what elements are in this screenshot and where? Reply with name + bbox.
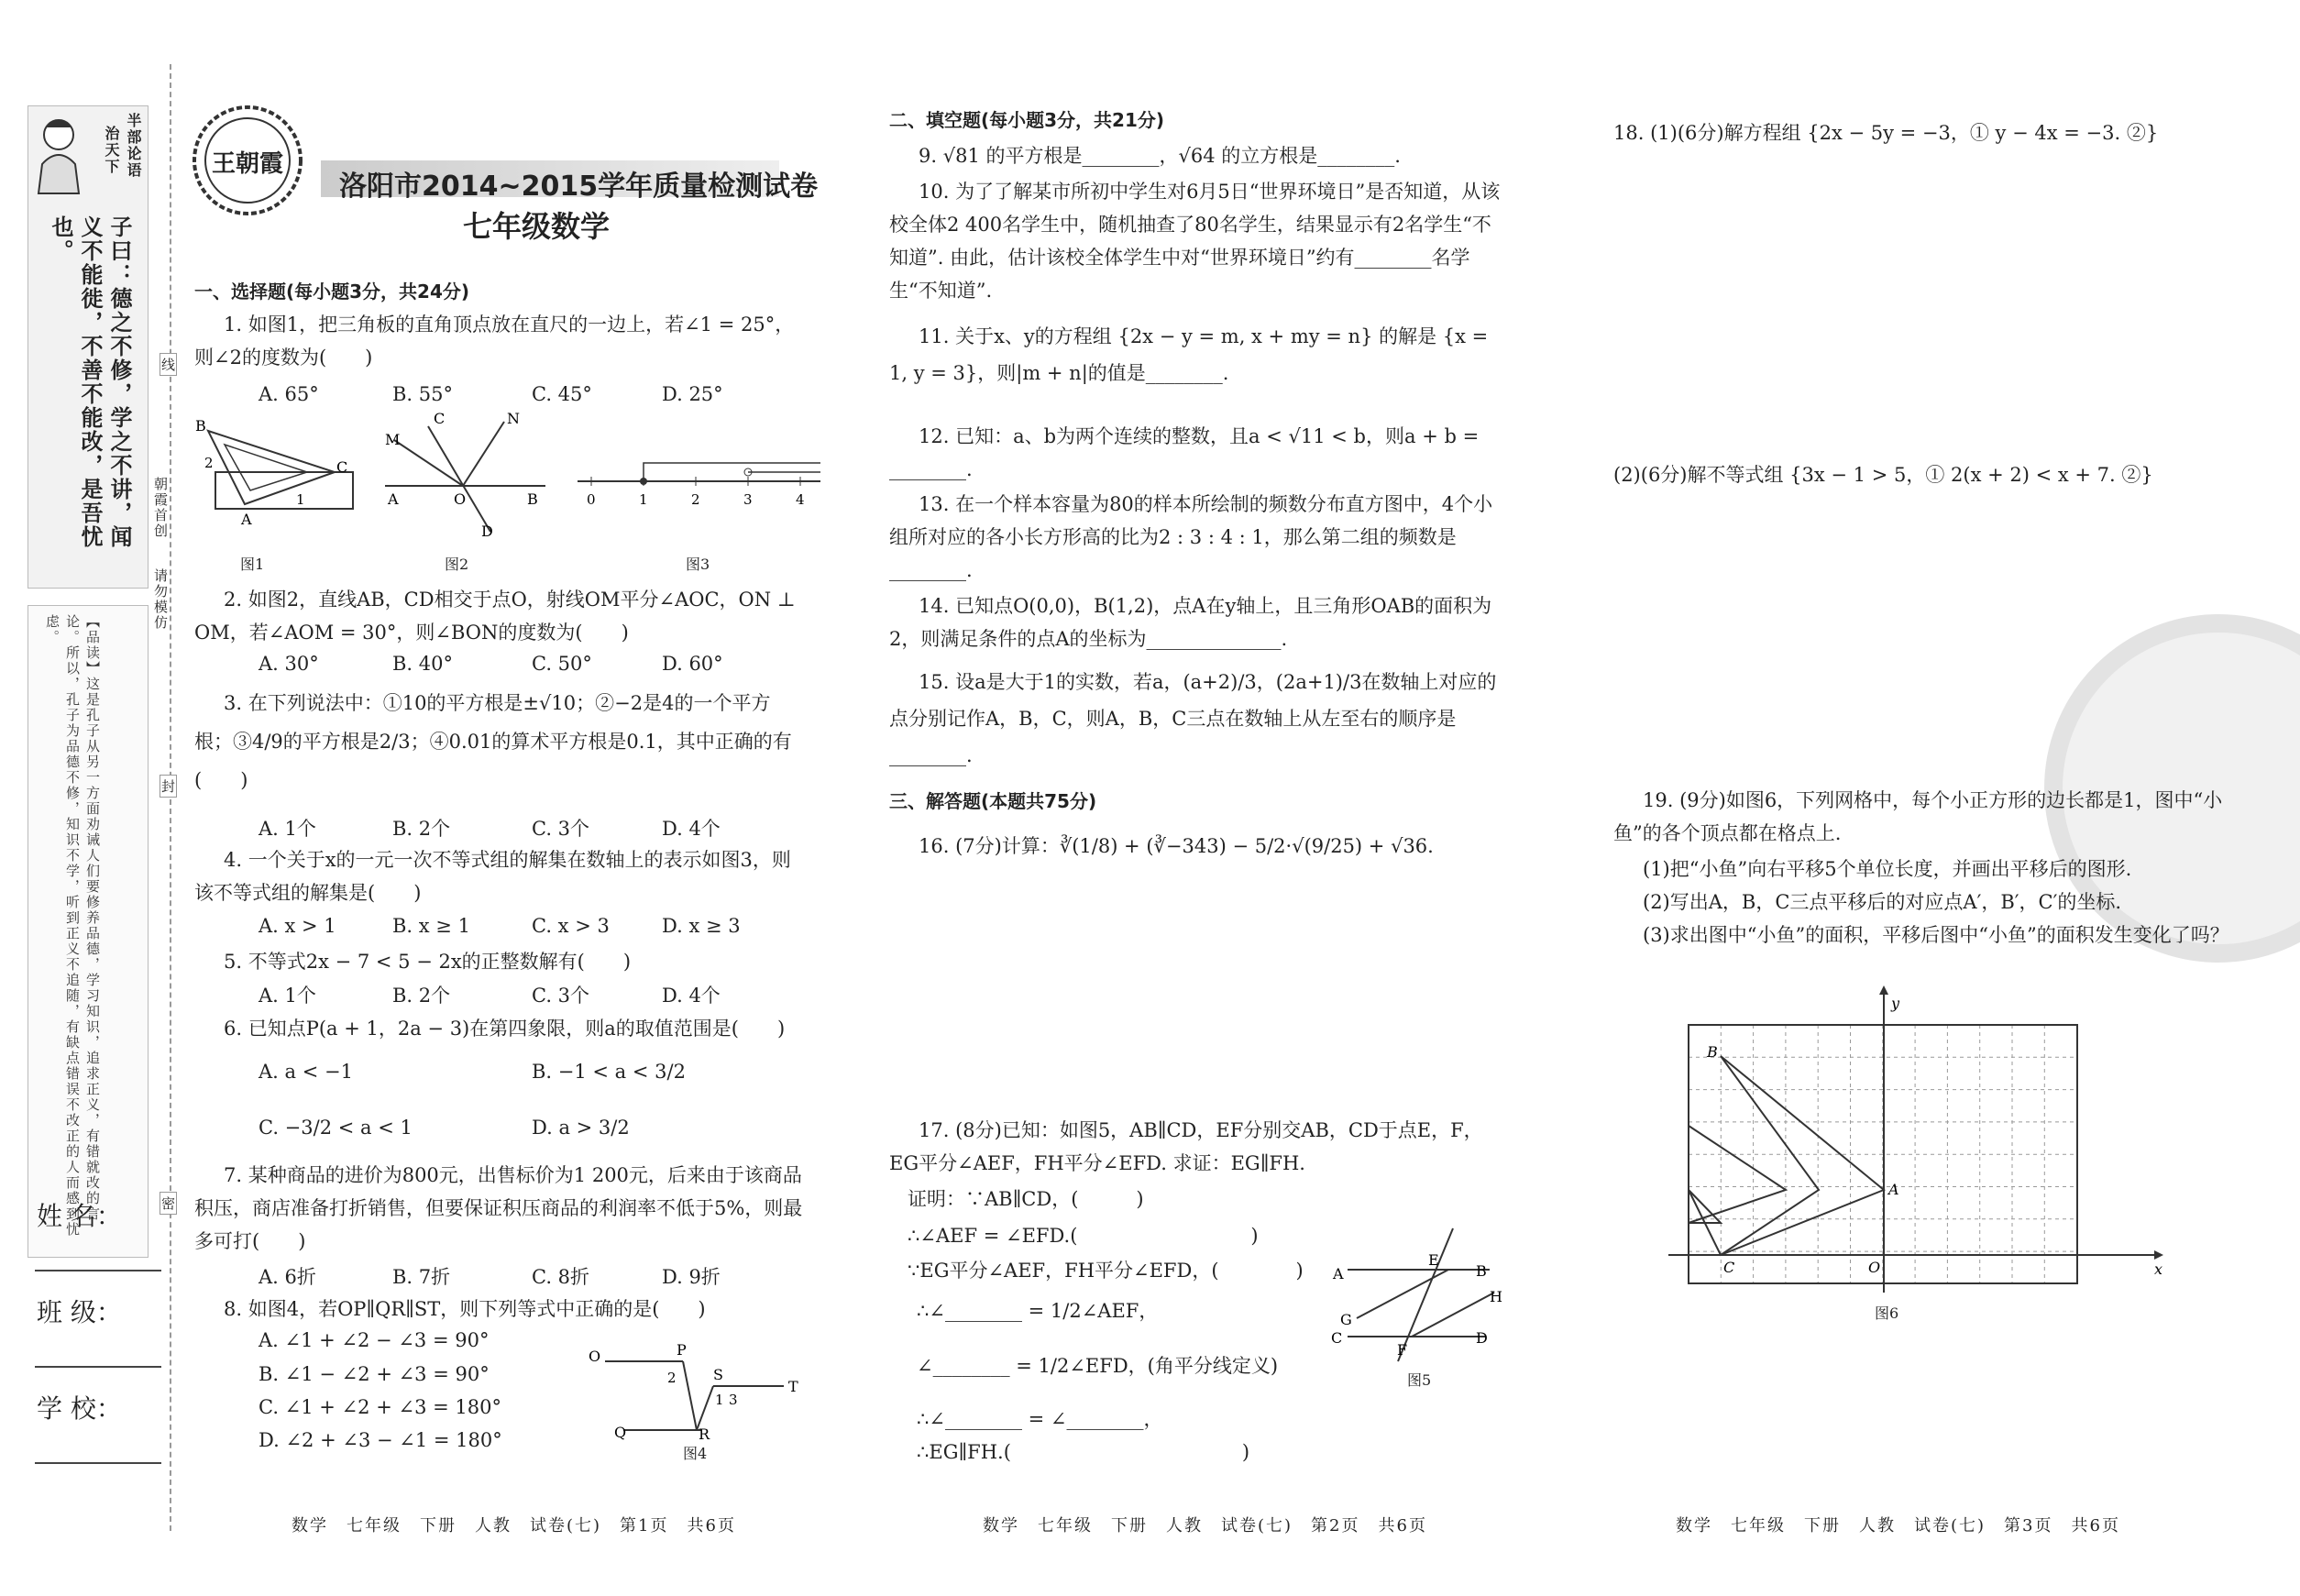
q6-option-b[interactable]: B. −1 < a < 3/2 bbox=[532, 1061, 686, 1083]
class-line[interactable] bbox=[35, 1366, 161, 1368]
seal-mark-line: 线 bbox=[160, 353, 177, 376]
svg-text:M: M bbox=[385, 431, 401, 448]
q2-option-a[interactable]: A. 30° bbox=[259, 653, 319, 675]
svg-text:2: 2 bbox=[667, 1370, 677, 1386]
q7-option-d[interactable]: D. 9折 bbox=[662, 1266, 721, 1288]
q4-option-c[interactable]: C. x > 3 bbox=[532, 915, 610, 937]
q4-option-d[interactable]: D. x ≥ 3 bbox=[662, 915, 741, 937]
q5-option-d[interactable]: D. 4个 bbox=[662, 985, 721, 1007]
question-9: 9. √81 的平方根是________，√64 的立方根是________. bbox=[919, 145, 1401, 167]
svg-text:B: B bbox=[1707, 1043, 1718, 1061]
question-19-sub1: (1)把“小鱼”向右平移5个单位长度，并画出平移后的图形. bbox=[1643, 858, 2132, 880]
proof-line-4: ∴∠________ = 1/2∠AEF， bbox=[917, 1300, 1159, 1322]
svg-text:D: D bbox=[481, 523, 493, 540]
question-19-sub3: (3)求出图中“小鱼”的面积，平移后图中“小鱼”的面积发生变化了吗？ bbox=[1643, 924, 2229, 946]
svg-text:B: B bbox=[1476, 1262, 1487, 1280]
svg-text:G: G bbox=[1340, 1311, 1352, 1328]
fig6-caption: 图6 bbox=[1875, 1304, 1899, 1322]
q4-option-a[interactable]: A. x > 1 bbox=[259, 915, 336, 937]
svg-text:Q: Q bbox=[614, 1424, 627, 1441]
exam-subtitle: 七年级数学 bbox=[463, 209, 611, 244]
section-solve: 三、解答题(本题共75分) bbox=[889, 790, 1097, 812]
binding-text-left: 朝霞首创 bbox=[152, 477, 169, 539]
svg-text:A: A bbox=[1888, 1181, 1899, 1198]
figure-3 bbox=[578, 463, 820, 508]
brand-vertical: 半部论语 bbox=[125, 113, 142, 179]
svg-text:2: 2 bbox=[691, 491, 700, 508]
question-15: 15. 设a是大于1的实数，若a，(a+2)/3，(2a+1)/3在数轴上对应的点分别记作A，B，C，则A，B，C三点在数轴上从左至右的顺序是________. bbox=[889, 671, 1497, 766]
q8-option-d[interactable]: D. ∠2 + ∠3 − ∠1 = 180° bbox=[259, 1429, 502, 1451]
question-18-part2: (2)(6分)解不等式组 {3x − 1 > 5，① 2(x + 2) < x + 7. ②} bbox=[1613, 464, 2153, 486]
proof-line-5: ∠________ = 1/2∠EFD，(角平分线定义) bbox=[917, 1355, 1279, 1377]
q3-option-a[interactable]: A. 1个 bbox=[259, 818, 316, 840]
brand-vertical-2: 治天下 bbox=[103, 126, 120, 175]
exam-title: 洛阳市2014~2015学年质量检测试卷 bbox=[339, 171, 819, 203]
question-2: 2. 如图2，直线AB，CD相交于点O，射线OM平分∠AOC，ON ⊥ OM，若∠AOM = 30°，则∠BON的度数为( ) bbox=[194, 589, 796, 644]
svg-text:1: 1 bbox=[296, 491, 305, 508]
name-label: 姓 名： bbox=[37, 1201, 122, 1231]
figure-1 bbox=[195, 417, 353, 528]
q3-option-d[interactable]: D. 4个 bbox=[662, 818, 721, 840]
svg-text:1: 1 bbox=[639, 491, 648, 508]
q8-option-a[interactable]: A. ∠1 + ∠2 − ∠3 = 90° bbox=[259, 1329, 490, 1351]
proof-line-6: ∴∠________ = ∠________， bbox=[917, 1408, 1163, 1430]
q2-option-b[interactable]: B. 40° bbox=[392, 653, 454, 675]
figure-4 bbox=[578, 1338, 816, 1458]
footer-page-2: 数学 七年级 下册 人教 试卷(七) 第2页 共6页 bbox=[983, 1516, 1427, 1535]
fig5-caption: 图5 bbox=[1407, 1371, 1432, 1389]
binding-text-right: 请勿模仿 bbox=[152, 568, 169, 631]
question-18-part1: 18. (1)(6分)解方程组 {2x − 5y = −3，① y − 4x = −3. ②} bbox=[1613, 122, 2159, 144]
svg-text:0: 0 bbox=[587, 491, 596, 508]
proof-line-7: ∴EG∥FH.( ) bbox=[917, 1441, 1250, 1463]
svg-text:S: S bbox=[713, 1366, 723, 1383]
svg-text:F: F bbox=[1397, 1341, 1408, 1359]
q5-option-a[interactable]: A. 1个 bbox=[259, 985, 316, 1007]
question-19-sub2: (2)写出A，B，C三点平移后的对应点A′，B′，C′的坐标. bbox=[1643, 891, 2122, 913]
figure-6-grid bbox=[1668, 981, 2163, 1302]
figure-5 bbox=[1320, 1219, 1513, 1370]
name-line[interactable] bbox=[35, 1270, 161, 1271]
q3-option-b[interactable]: B. 2个 bbox=[392, 818, 451, 840]
question-5: 5. 不等式2x − 7 < 5 − 2x的正整数解有( ) bbox=[224, 951, 632, 973]
q5-option-c[interactable]: C. 3个 bbox=[532, 985, 590, 1007]
confucius-portrait bbox=[31, 109, 86, 196]
school-label: 学 校： bbox=[37, 1393, 122, 1424]
svg-text:B: B bbox=[195, 417, 206, 435]
q3-option-c[interactable]: C. 3个 bbox=[532, 818, 590, 840]
svg-text:4: 4 bbox=[796, 491, 805, 508]
fig3-caption: 图3 bbox=[686, 556, 710, 573]
question-8: 8. 如图4，若OP∥QR∥ST，则下列等式中正确的是( ) bbox=[224, 1298, 706, 1320]
svg-text:O: O bbox=[1868, 1259, 1881, 1276]
q1-option-a[interactable]: A. 65° bbox=[259, 383, 319, 405]
question-3: 3. 在下列说法中：①10的平方根是±√10；②−2是4的一个平方根；③4/9的平方根是2/3；④0.01的算术平方根是0.1，其中正确的有( ) bbox=[194, 692, 792, 791]
svg-text:N: N bbox=[507, 413, 520, 427]
section-choice: 一、选择题(每小题3分，共24分) bbox=[194, 281, 470, 303]
svg-text:C: C bbox=[1331, 1329, 1343, 1347]
svg-text:H: H bbox=[1490, 1288, 1502, 1305]
proof-line-3: ∵EG平分∠AEF，FH平分∠EFD，( ) bbox=[908, 1260, 1304, 1282]
q7-option-c[interactable]: C. 8折 bbox=[532, 1266, 590, 1288]
svg-text:y: y bbox=[1891, 995, 1900, 1012]
svg-text:A: A bbox=[388, 490, 399, 508]
q8-option-b[interactable]: B. ∠1 − ∠2 + ∠3 = 90° bbox=[259, 1363, 490, 1385]
svg-text:x: x bbox=[2154, 1260, 2163, 1278]
svg-text:P: P bbox=[677, 1341, 687, 1359]
q4-option-b[interactable]: B. x ≥ 1 bbox=[392, 915, 470, 937]
svg-text:3: 3 bbox=[729, 1392, 738, 1408]
section-fill: 二、填空题(每小题3分，共21分) bbox=[889, 109, 1165, 131]
seal-mark-seal: 封 bbox=[160, 775, 177, 798]
svg-text:2: 2 bbox=[204, 455, 214, 471]
question-12: 12. 已知：a、b为两个连续的整数，且a < √11 < b，则a + b = ________. bbox=[889, 425, 1480, 480]
school-line[interactable] bbox=[35, 1462, 161, 1464]
q1-option-b[interactable]: B. 55° bbox=[392, 383, 454, 405]
q6-option-c[interactable]: C. −3/2 < a < 1 bbox=[259, 1117, 413, 1139]
binding-line bbox=[170, 64, 171, 1531]
q2-option-d[interactable]: D. 60° bbox=[662, 653, 723, 675]
question-14: 14. 已知点O(0,0)，B(1,2)，点A在y轴上，且三角形OAB的面积为2，则满足条件的点A的坐标为______________. bbox=[889, 595, 1492, 650]
svg-text:E: E bbox=[1428, 1251, 1439, 1269]
svg-text:D: D bbox=[1476, 1329, 1488, 1347]
q8-option-c[interactable]: C. ∠1 + ∠2 + ∠3 = 180° bbox=[259, 1396, 501, 1418]
quote-text: 子曰：德之不修，学之不讲，闻义不能徙，不善不能改，是吾忧也。 bbox=[48, 215, 132, 549]
svg-text:A: A bbox=[241, 511, 252, 528]
svg-text:R: R bbox=[699, 1425, 710, 1443]
figure-2 bbox=[385, 413, 545, 540]
question-6: 6. 已知点P(a + 1，2a − 3)在第四象限，则a的取值范围是( ) bbox=[224, 1018, 786, 1040]
svg-text:C: C bbox=[1723, 1259, 1735, 1276]
fig1-caption: 图1 bbox=[240, 556, 265, 573]
seal-mark-secret: 密 bbox=[160, 1192, 177, 1215]
fig2-caption: 图2 bbox=[445, 556, 469, 573]
footer-page-3: 数学 七年级 下册 人教 试卷(七) 第3页 共6页 bbox=[1676, 1516, 2120, 1535]
question-10: 10. 为了了解某市所初中学生对6月5日“世界环境日”是否知道，从该校全体2 400名学生中，随机抽查了80名学生，结果显示有2名学生“不知道”. 由此，估计该校全体学生中对“世界环境日”约有________名学生“不知道”. bbox=[889, 181, 1501, 302]
q7-option-b[interactable]: B. 7折 bbox=[392, 1266, 451, 1288]
q7-option-a[interactable]: A. 6折 bbox=[259, 1266, 316, 1288]
svg-text:A: A bbox=[1333, 1265, 1344, 1282]
question-7: 7. 某种商品的进价为800元，出售标价为1 200元，后来由于该商品积压，商店准备打折销售，但要保证积压商品的利润率不低于5%，则最多可打( ) bbox=[194, 1164, 803, 1252]
q2-option-c[interactable]: C. 50° bbox=[532, 653, 592, 675]
footer-page-1: 数学 七年级 下册 人教 试卷(七) 第1页 共6页 bbox=[292, 1516, 736, 1535]
svg-text:O: O bbox=[589, 1348, 601, 1365]
q1-option-c[interactable]: C. 45° bbox=[532, 383, 592, 405]
proof-line-2: ∴∠AEF = ∠EFD.( ) bbox=[908, 1225, 1259, 1247]
question-4: 4. 一个关于x的一元一次不等式组的解集在数轴上的表示如图3，则该不等式组的解集是( ) bbox=[194, 849, 791, 904]
svg-text:C: C bbox=[434, 413, 446, 427]
logo bbox=[188, 101, 307, 220]
svg-text:3: 3 bbox=[743, 491, 753, 508]
q5-option-b[interactable]: B. 2个 bbox=[392, 985, 451, 1007]
q6-option-a[interactable]: A. a < −1 bbox=[259, 1061, 353, 1083]
svg-text:T: T bbox=[788, 1378, 798, 1395]
q6-option-d[interactable]: D. a > 3/2 bbox=[532, 1117, 630, 1139]
svg-text:C: C bbox=[336, 458, 348, 476]
q1-option-d[interactable]: D. 25° bbox=[662, 383, 723, 405]
figures-1-3 bbox=[188, 413, 820, 568]
question-16: 16. (7分)计算：∛(1/8) + (∛−343) − 5/2·√(9/25) + √36. bbox=[919, 835, 1434, 857]
proof-line-1: 证明：∵AB∥CD，( ) bbox=[908, 1188, 1144, 1210]
fig4-caption: 图4 bbox=[683, 1445, 708, 1462]
question-11: 11. 关于x、y的方程组 {2x − y = m, x + my = n} 的解是 {x = 1, y = 3}，则|m + n|的值是________. bbox=[889, 325, 1489, 384]
question-13: 13. 在一个样本容量为80的样本所绘制的频数分布直方图中，4个小组所对应的各小长方形高的比为2 : 3 : 4 : 1，那么第二组的频数是________. bbox=[889, 493, 1493, 581]
logo-text: 王朝霞 bbox=[212, 150, 284, 178]
svg-text:O: O bbox=[454, 490, 467, 508]
question-17: 17. (8分)已知：如图5，AB∥CD，EF分别交AB，CD于点E，F，EG平分∠AEF，FH平分∠EFD. 求证：EG∥FH. bbox=[889, 1119, 1483, 1174]
class-label: 班 级： bbox=[37, 1297, 122, 1327]
question-19: 19. (9分)如图6，下列网格中，每个小正方形的边长都是1，图中“小鱼”的各个顶点都在格点上. bbox=[1613, 789, 2223, 844]
svg-text:1: 1 bbox=[715, 1392, 724, 1408]
svg-text:B: B bbox=[527, 490, 538, 508]
question-1: 1. 如图1，把三角板的直角顶点放在直尺的一边上，若∠1 = 25°，则∠2的度数为( ) bbox=[194, 314, 795, 369]
pindu-text: 【品读】这是孔子从另一方面劝诫人们要修养品德，学习知识，追求正义，有错就改的言论。所以，孔子为品德不修，知识不学，听到正义不追随，有缺点错误不改正的人而感到忧虑。 bbox=[44, 614, 101, 1238]
